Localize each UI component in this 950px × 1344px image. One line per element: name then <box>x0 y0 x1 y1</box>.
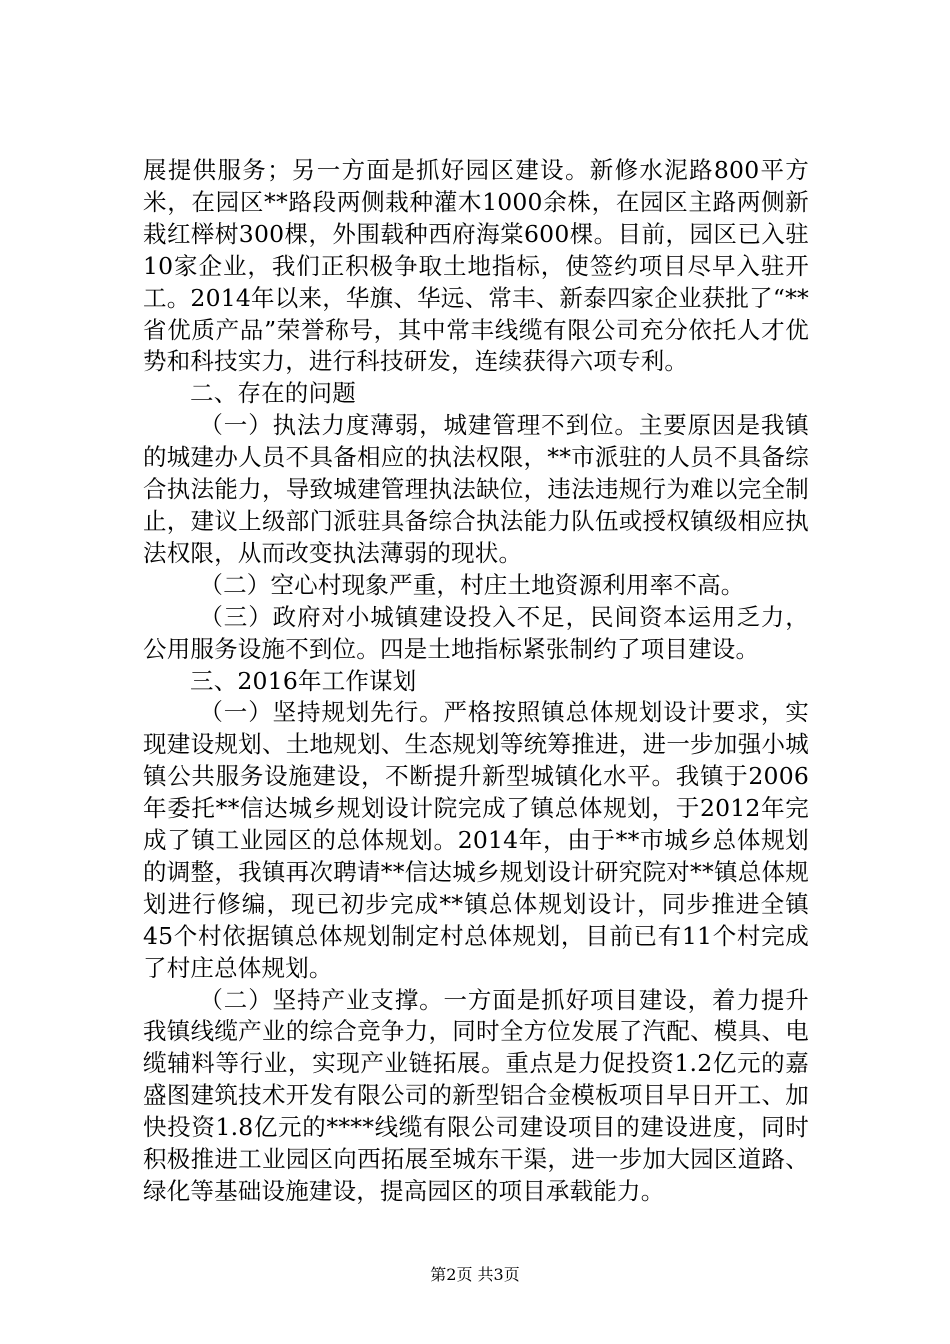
paragraph-problem-1: （一）执法力度薄弱，城建管理不到位。主要原因是我镇的城建办人员不具备相应的执法权限，**市派驻的人员不具备综合执法能力，导致城建管理执法缺位，违法违规行为难以完全制止，建议上级部门派驻具备综合执法能力队伍或授权镇级相应执法权限，从而改变执法薄弱的现状。 <box>143 411 809 567</box>
paragraph-body-continuation: 展提供服务；另一方面是抓好园区建设。新修水泥路800平方米，在园区**路段两侧栽种灌木1000余株，在园区主路两侧新栽红榉树300棵，外围载种西府海棠600棵。目前，园区已入驻10家企业，我们正积极争取土地指标，使签约项目尽早入驻开工。2014年以来，华旗、华远、常丰、新泰四家企业获批了“**省优质产品”荣誉称号，其中常丰线缆有限公司充分依托人才优势和科技实力，进行科技研发，连续获得六项专利。 <box>143 156 809 376</box>
section-heading-problems: 二、存在的问题 <box>190 379 356 408</box>
paragraph-plan-1: （一）坚持规划先行。严格按照镇总体规划设计要求，实现建设规划、土地规划、生态规划等统筹推进，进一步加强小城镇公共服务设施建设，不断提升新型城镇化水平。我镇于2006年委托**信达城乡规划设计院完成了镇总体规划，于2012年完成了镇工业园区的总体规划。2014年，由于**市城乡总体规划的调整，我镇再次聘请**信达城乡规划设计研究院对**镇总体规划进行修编，现已初步完成**镇总体规划设计，同步推进全镇45个村依据镇总体规划制定村总体规划，目前已有11个村完成了村庄总体规划。 <box>143 698 809 982</box>
page-footer <box>0 1265 950 1285</box>
page-number-label: 第2页 共3页 <box>430 1265 520 1284</box>
paragraph-problem-2: （二）空心村现象严重，村庄土地资源利用率不高。 <box>199 570 745 599</box>
document-body <box>143 155 809 1208</box>
section-heading-plan: 三、2016年工作谋划 <box>190 666 417 695</box>
paragraph-plan-2: （二）坚持产业支撑。一方面是抓好项目建设，着力提升我镇线缆产业的综合竞争力，同时全方位发展了汽配、模具、电缆辅料等行业，实现产业链拓展。重点是力促投资1.2亿元的嘉盛图建筑技术开发有限公司的新型铝合金模板项目早日开工、加快投资1.8亿元的****线缆有限公司建设项目的建设进度，同时积极推进工业园区向西拓展至城东干渠，进一步加大园区道路、绿化等基础设施建设，提高园区的项目承载能力。 <box>143 985 809 1205</box>
paragraph-problem-3: （三）政府对小城镇建设投入不足，民间资本运用乏力，公用服务设施不到位。四是土地指标紧张制约了项目建设。 <box>143 602 809 663</box>
